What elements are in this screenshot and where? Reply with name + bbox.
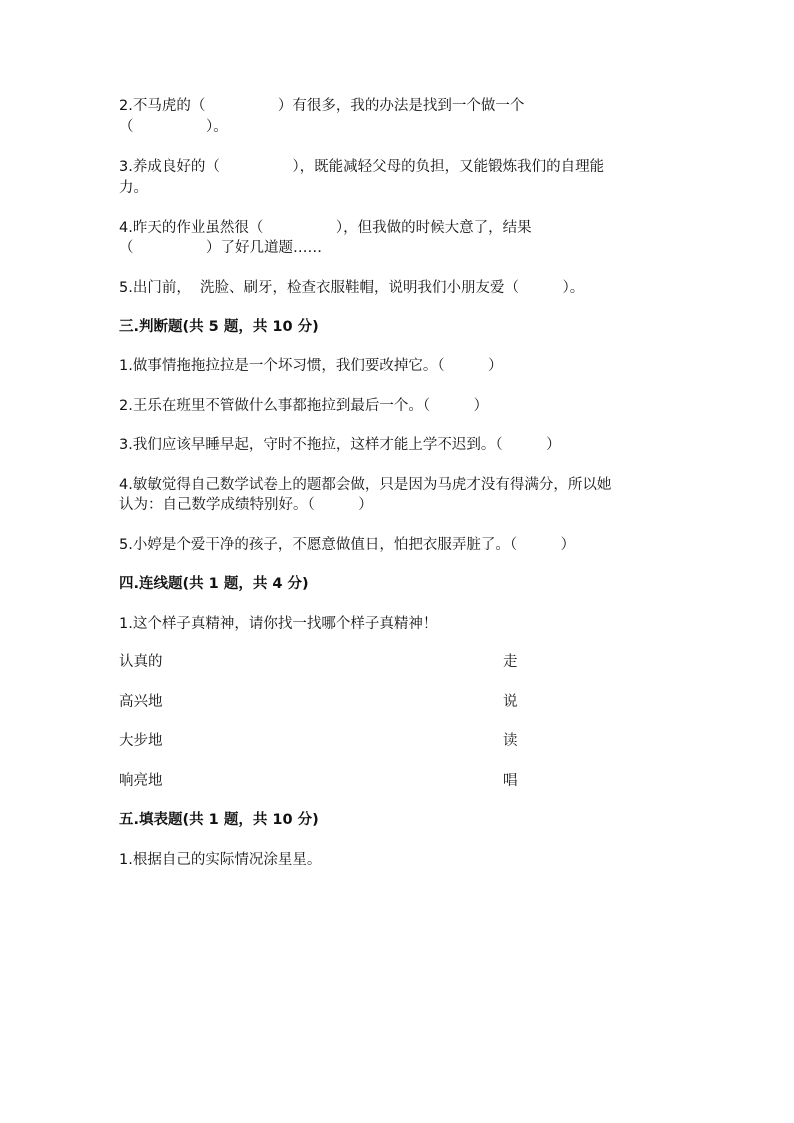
fill-q3-line1: 3.养成良好的（ ），既能减轻父母的负担，又能锻炼我们的自理能 — [119, 159, 605, 175]
match-left-item: 高兴地 — [119, 694, 163, 710]
judge-q3: 3.我们应该早睡早起，守时不拖拉，这样才能上学不迟到。（ ） — [119, 437, 561, 453]
section5-heading: 五.填表题(共 1 题，共 10 分) — [119, 812, 319, 828]
judge-q5: 5.小婷是个爱干净的孩子，不愿意做值日，怕把衣服弄脏了。（ ） — [119, 537, 576, 553]
fill-q4-line1: 4.昨天的作业虽然很（ ），但我做的时候大意了，结果 — [119, 220, 532, 236]
judge-q4-line1: 4.敏敏觉得自己数学试卷上的题都会做，只是因为马虎才没有得满分，所以她 — [119, 477, 612, 493]
judge-q1: 1.做事情拖拖拉拉是一个坏习惯，我们要改掉它。（ ） — [119, 358, 503, 374]
match-left-item: 认真的 — [119, 654, 163, 670]
match-right-item: 说 — [503, 694, 518, 710]
section4-heading: 四.连线题(共 1 题，共 4 分) — [119, 576, 309, 592]
judge-q2: 2.王乐在班里不管做什么事都拖拉到最后一个。（ ） — [119, 398, 489, 414]
match-right-item: 读 — [503, 733, 518, 749]
fill-q5: 5.出门前， 洗脸、刷牙，检查衣服鞋帽，说明我们小朋友爱（ ）。 — [119, 280, 585, 296]
judge-q4-line2: 认为：自己数学成绩特别好。（ ） — [119, 497, 373, 513]
fill-q2-line2: （ ）。 — [119, 119, 228, 135]
match-right-item: 走 — [503, 654, 518, 670]
fill-q3-line2: 力。 — [119, 180, 148, 196]
table-q1: 1.根据自己的实际情况涂星星。 — [119, 852, 322, 868]
section3-heading: 三.判断题(共 5 题，共 10 分) — [119, 319, 319, 335]
match-q1: 1.这个样子真精神，请你找一找哪个样子真精神！ — [119, 616, 438, 632]
fill-q4-line2: （ ）了好几道题…… — [119, 240, 322, 256]
match-right-item: 唱 — [503, 773, 518, 789]
match-left-item: 大步地 — [119, 733, 163, 749]
fill-q2-line1: 2.不马虎的（ ）有很多，我的办法是找到一个做一个 — [119, 98, 525, 114]
match-left-item: 响亮地 — [119, 773, 163, 789]
